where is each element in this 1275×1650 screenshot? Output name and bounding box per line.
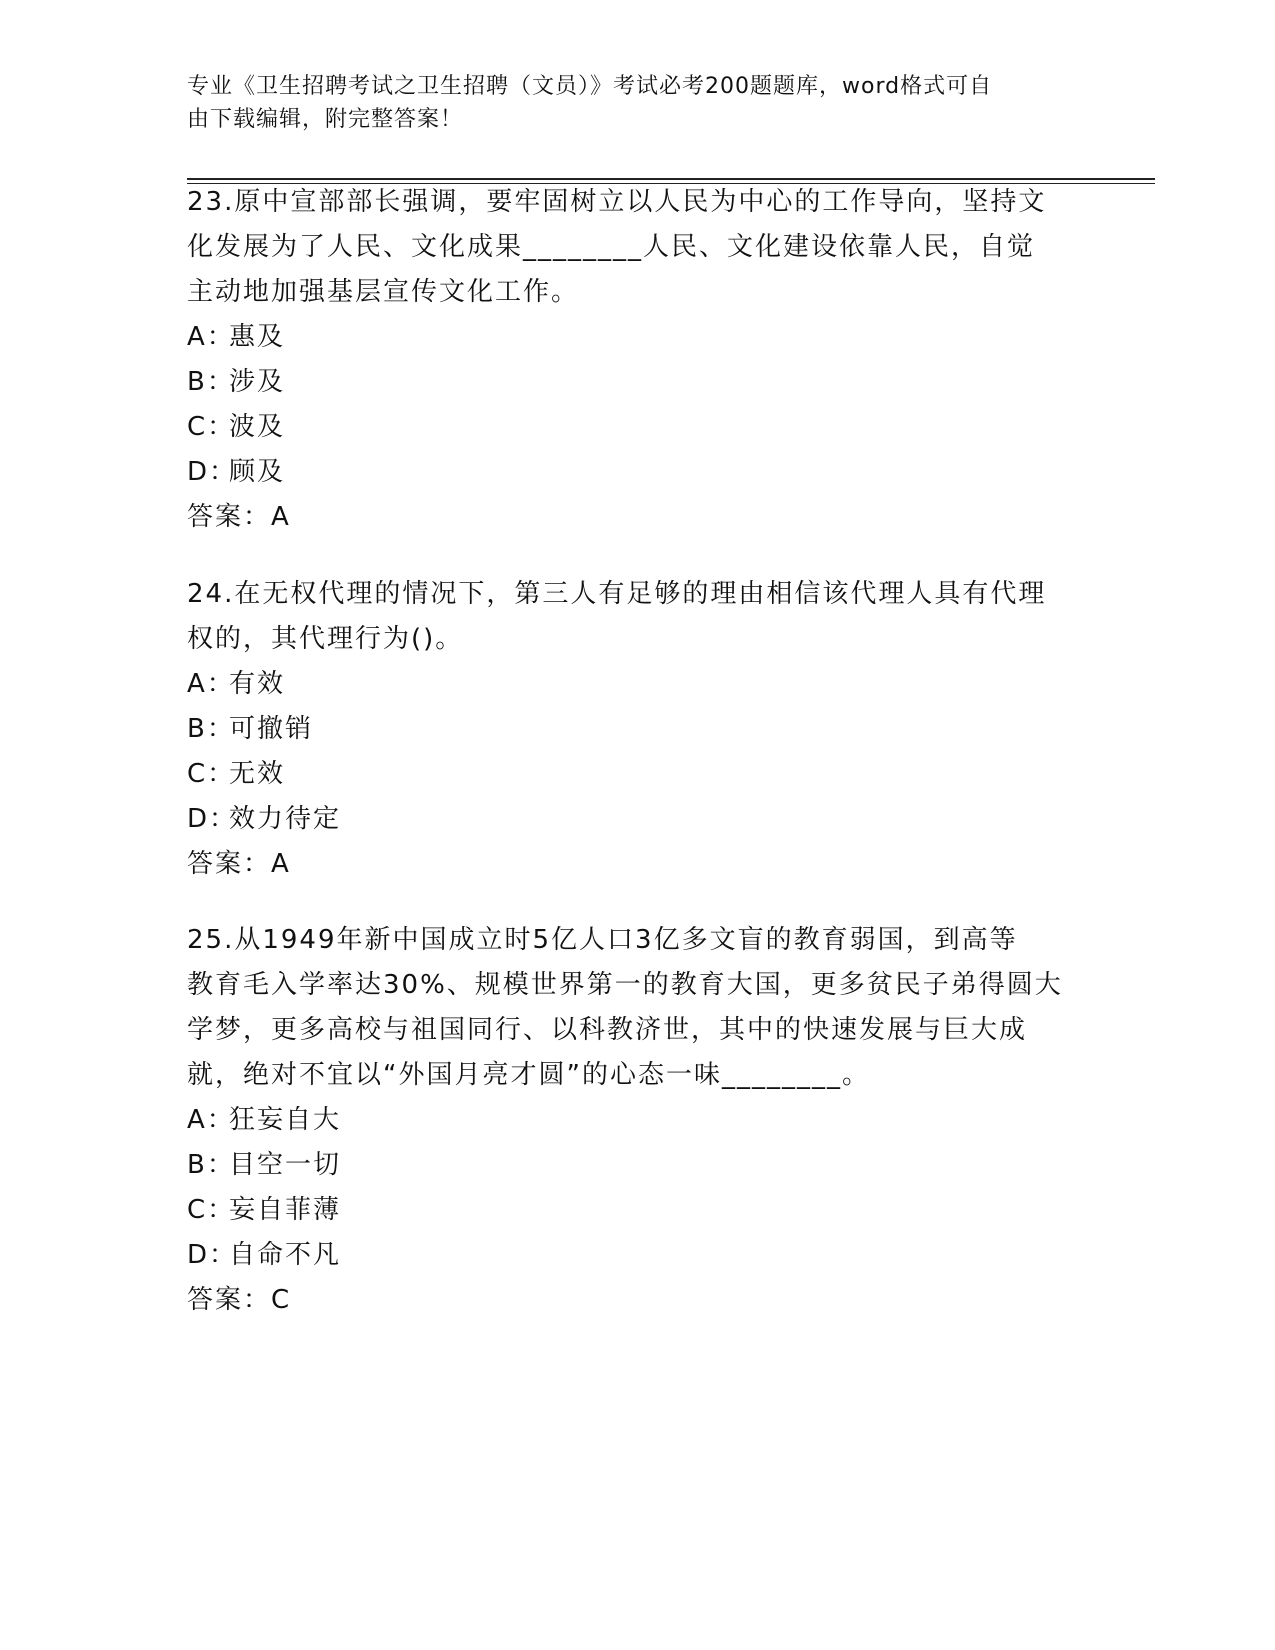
option-d bbox=[187, 797, 1087, 842]
option-text: 无效 bbox=[229, 759, 286, 789]
option-letter: A： bbox=[187, 1105, 235, 1135]
answer-line bbox=[187, 1278, 1087, 1323]
question-stem-line: 主动地加强基层宣传文化工作。 bbox=[187, 277, 580, 307]
option-b bbox=[187, 707, 1087, 752]
answer-line bbox=[187, 842, 1087, 887]
question-stem-line: 23.原中宣部部长强调，要牢固树立以人民为中心的工作导向，坚持文 bbox=[187, 187, 1047, 217]
option-letter: C： bbox=[187, 412, 236, 442]
question-24 bbox=[187, 572, 1087, 887]
option-c bbox=[187, 405, 1087, 450]
option-text: 妄自菲薄 bbox=[229, 1195, 342, 1225]
option-text: 目空一切 bbox=[229, 1150, 342, 1180]
question-stem-line: 25.从1949年新中国成立时5亿人口3亿多文盲的教育弱国，到高等 bbox=[187, 925, 1018, 955]
option-letter: D： bbox=[187, 457, 238, 487]
question-stem-line: 权的，其代理行为()。 bbox=[187, 624, 464, 654]
header-line-2: 由下载编辑，附完整答案！ bbox=[187, 107, 464, 132]
question-stem-line: 就，绝对不宜以“外国月亮才圆”的心态一味________。 bbox=[187, 1060, 870, 1090]
option-c bbox=[187, 752, 1087, 797]
option-b bbox=[187, 360, 1087, 405]
option-d bbox=[187, 450, 1087, 495]
option-a bbox=[187, 315, 1087, 360]
option-text: 顾及 bbox=[229, 457, 286, 487]
document-header bbox=[187, 70, 1067, 136]
option-text: 自命不凡 bbox=[229, 1240, 342, 1270]
answer-label: 答案： bbox=[187, 849, 272, 879]
option-text: 效力待定 bbox=[229, 804, 342, 834]
question-stem-line: 化发展为了人民、文化成果________人民、文化建设依靠人民，自觉 bbox=[187, 232, 1036, 262]
option-letter: A： bbox=[187, 669, 235, 699]
question-stem-line: 学梦，更多高校与祖国同行、以科教济世，其中的快速发展与巨大成 bbox=[187, 1015, 1028, 1045]
option-text: 狂妄自大 bbox=[229, 1105, 342, 1135]
option-letter: B： bbox=[187, 367, 235, 397]
answer-value: A bbox=[271, 849, 289, 879]
option-letter: A： bbox=[187, 322, 235, 352]
answer-label: 答案： bbox=[187, 502, 272, 532]
option-letter: D： bbox=[187, 804, 238, 834]
option-text: 可撤销 bbox=[229, 714, 314, 744]
option-letter: C： bbox=[187, 1195, 236, 1225]
option-letter: B： bbox=[187, 1150, 235, 1180]
option-b bbox=[187, 1143, 1087, 1188]
option-text: 有效 bbox=[229, 669, 286, 699]
option-text: 惠及 bbox=[229, 322, 286, 352]
question-stem-line: 教育毛入学率达30%、规模世界第一的教育大国，更多贫民子弟得圆大 bbox=[187, 970, 1063, 1000]
option-a bbox=[187, 1098, 1087, 1143]
option-text: 涉及 bbox=[229, 367, 286, 397]
answer-value: C bbox=[271, 1285, 290, 1315]
header-line-1: 专业《卫生招聘考试之卫生招聘（文员）》考试必考200题题库，word格式可自 bbox=[187, 74, 993, 99]
question-stem-line: 24.在无权代理的情况下，第三人有足够的理由相信该代理人具有代理 bbox=[187, 579, 1047, 609]
answer-value: A bbox=[271, 502, 289, 532]
option-letter: D： bbox=[187, 1240, 238, 1270]
answer-label: 答案： bbox=[187, 1285, 272, 1315]
question-23 bbox=[187, 180, 1087, 540]
option-letter: B： bbox=[187, 714, 235, 744]
question-25 bbox=[187, 918, 1087, 1323]
option-text: 波及 bbox=[229, 412, 286, 442]
option-c bbox=[187, 1188, 1087, 1233]
answer-line bbox=[187, 495, 1087, 540]
option-d bbox=[187, 1233, 1087, 1278]
option-letter: C： bbox=[187, 759, 236, 789]
option-a bbox=[187, 662, 1087, 707]
